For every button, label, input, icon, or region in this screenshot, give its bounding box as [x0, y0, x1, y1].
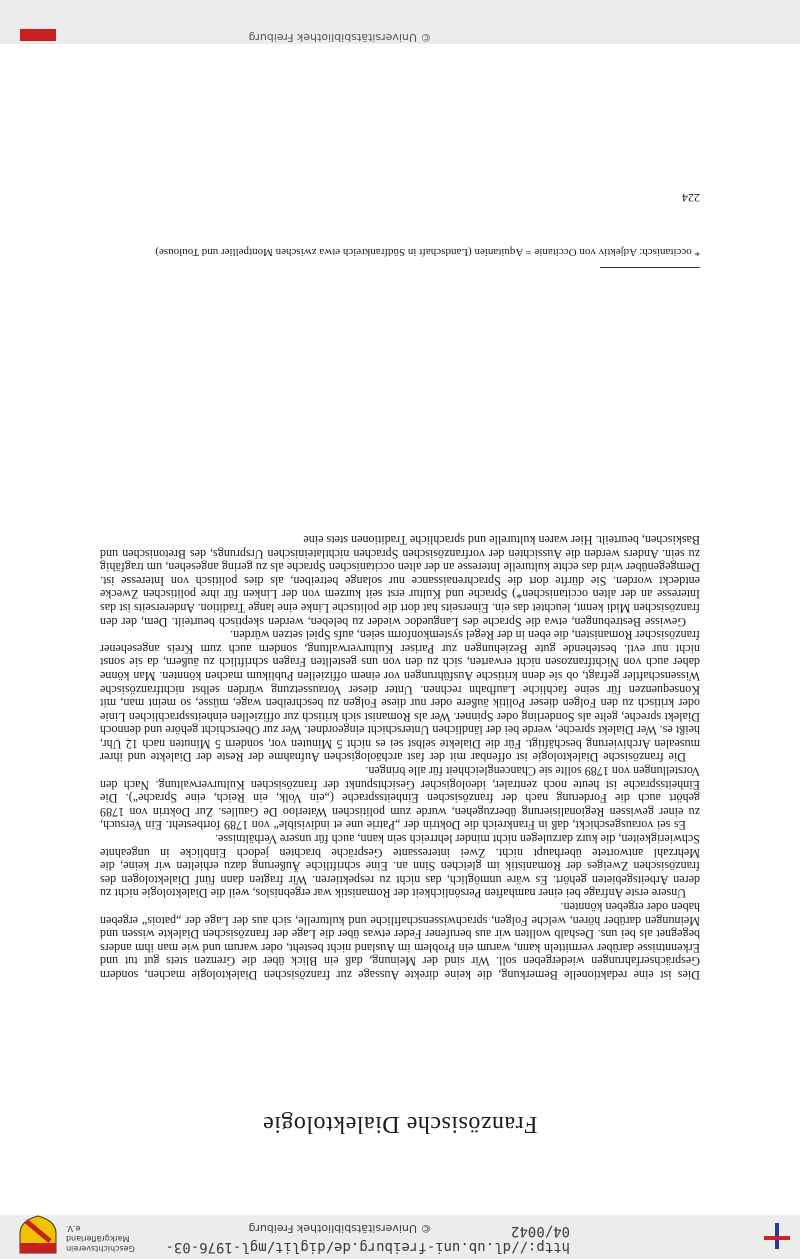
footer-logo-icon [14, 32, 62, 44]
viewer-footer [0, 0, 800, 44]
article-title: Französische Dialektologie [262, 1111, 538, 1137]
society-name: Geschichtsverein Markgräflerland e.V. [66, 1224, 135, 1253]
paragraph: Die französische Dialektologie ist offenbar mit der fast archäologischen Aufnahme der Reste der Dialekte und ihrer musealen Archivierung beschäftigt. Für die Dialekte selbst sei es nicht 5 Minuten vor, sondern 5 Minuten nach 12 Uhr, heißt es. Wer Dialekt spreche, werde bei der ländlichen Unterschicht eingeordnet. Wer zur Oberschicht gehöre und dennoch Dialekt spreche, gelte als Sonderling oder Spinner. Wer als Romanist sich kritisch zur offiziellen einheitssprachlichen Linie oder kritisch zu den Folgen dieser Politik äußere oder nur diese Folgen zu beschreiben wage, müsse, so meint man, mit Konsequenzen für seine fachliche Laufbahn rechnen. Unter dieser Voraussetzung würden selbst nichtfranzösische Wissenschaftler gefragt, ob sie denn kritische Ausführungen vor einem offiziellen Publikum machen könnten. Man könne daher auch von Nichtfranzosen nicht erwarten, sich zu den von uns gestellten Fragen schriftlich zu äußern, da sie sonst nicht nur evtl. bestehende gute Beziehungen zur Pariser Kulturverwaltung, sondern auch zum Kreis angesehener französischer Romanisten, die eben in der Regel systemkonform seien, aufs Spiel setzen würden. [100, 628, 700, 765]
scanned-page [0, 44, 800, 1215]
page-number: 224 [682, 191, 700, 205]
paragraph: Unsere erste Anfrage bei einer namhaften Persönlichkeit der Romanistik war ergebnislos, weil die Dialektologie nicht zu deren Arbeitsgebieten gehört. Es wäre unmöglich, das nicht zu respektieren. Wir fragten dann fünf Dialektologen des französischen Zweiges der Romanistik im gleichen Sinn an. Eine schriftliche Äußerung dazu erhielten wir keine, die Mehrzahl antwortete überhaupt nicht. Zwei interessante Gespräche brachten jedoch Einblicke in ungeahnte Schwierigkeiten, die kurz darzulegen nicht minder lehrreich sein kann, auch für unsere Verhältnisse. [100, 832, 700, 901]
footer-copyright: © Universitätsbibliothek Freiburg [248, 31, 432, 44]
copyright-notice: © Universitätsbibliothek Freiburg [248, 1222, 432, 1235]
paragraph: Gewisse Bestrebungen, etwa die Sprache des Languedoc wieder zu beleben, werden skeptisch beurteilt. Dem, der den französischen Midi kennt, leuchtet das ein. Einerseits hat dort die politische Linke eine lange Tradition. Andererseits ist das Interesse an der alten occitanischen*) Sprache und Kultur erst seit kurzem von der Linken für ihre politischen Zwecke entdeckt worden. Sie dürfte dort die Sprachrenaissance nur solange betreiben, als dies politisch von Interesse ist. Demgegenüber wird das echte kulturelle Interesse an der alten occitanischen Sprache als zu gering angesehen, um tragfähig zu sein. Anders werden die Aussichten der vorfranzösischen Sprachen nichtlateinischen Ursprungs, des Bretonischen und Baskischen, beurteilt. Hier waren kulturelle und sprachliche Traditionen stets eine [100, 533, 700, 629]
source-url[interactable]: http://dl.ub.uni-freiburg.de/diglit/mgl-1976-03-04/0042 [165, 1223, 570, 1255]
paragraph: Es sei vorausgeschickt, daß in Frankreich die Doktrin der „Patrie une et indivisible“ von 1789 fortbesteht. Ein Versuch, zu einer gewissen Regionalisierung überzugehen, wurde zum politischen Waterloo De Gaulles. Zur Doktrin von 1789 gehört auch die Forderung nach der französischen Einheitssprache („ein Volk, ein Reich, eine Sprache“). Die Einheitssprache ist heute noch zentraler, ideologischer Gesichtspunkt der französischen Kulturverwaltung. Nach den Vorstellungen von 1789 sollte sie Chancengleichheit für alle bringen. [100, 764, 700, 833]
coat-of-arms-icon [14, 1215, 62, 1255]
nav-marker-icon[interactable] [764, 1223, 790, 1249]
footnote: * occitanisch: Adjektiv von Occitanie = Aquitanien (Landschaft in Südfrankreich etwa zwischen Montpellier und Toulouse) [155, 246, 700, 258]
paragraph: Dies ist eine redaktionelle Bemerkung, die keine direkte Aussage zur französischen Dialektologie machen, sondern Gesprächserfahrungen wiedergeben soll. Wir sind der Meinung, daß ein Blick über die Grenzen stets gut tut und Erkenntnisse darüber vermitteln kann, warum ein Problem im Ausland nicht besteht, oder warum und wie man ihm anders begegnet als bei uns. Deshalb wollten wir aus berufener Feder etwas über die Lage der französischen Dialekte wissen und Meinungen darüber hören, welche Folgen, sprachwissenschaftliche und kulturelle, sich aus der Lage der „patois“ ergeben haben oder ergeben könnten. [100, 900, 700, 982]
footnote-divider [600, 267, 700, 268]
viewer-header [0, 1215, 800, 1259]
article-body [100, 532, 700, 981]
